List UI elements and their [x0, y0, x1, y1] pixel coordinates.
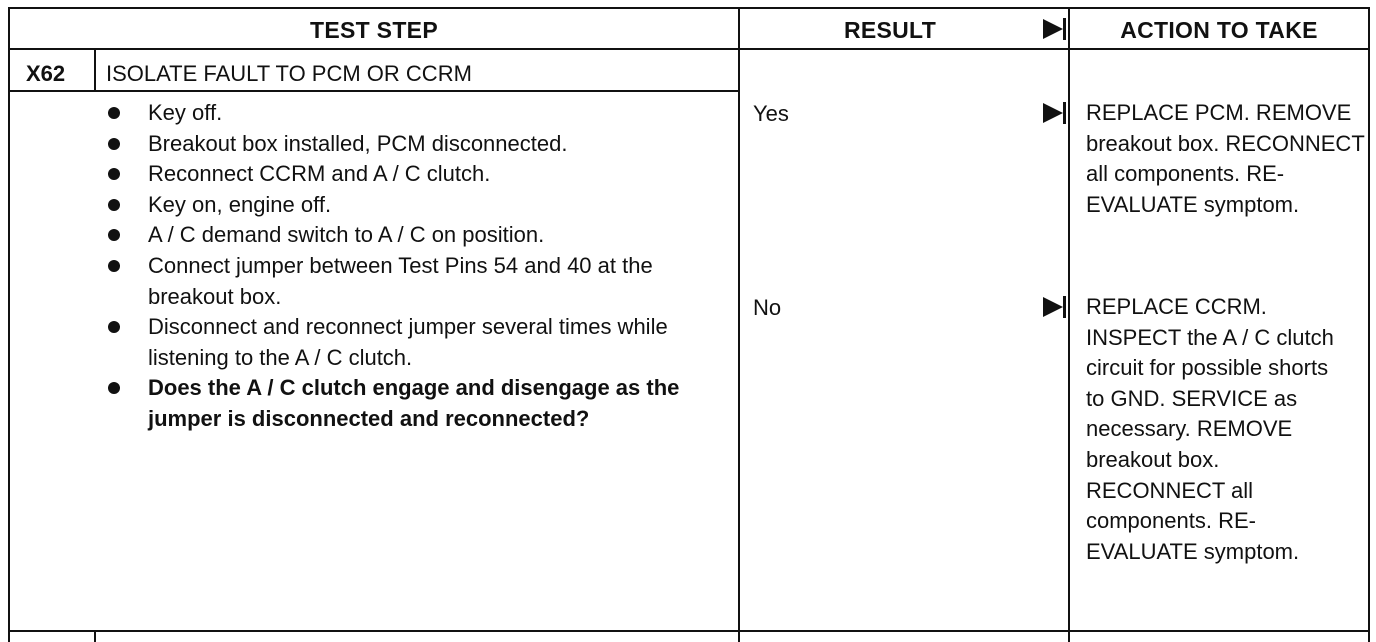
yes-arrow-icon [1043, 103, 1063, 123]
list-item: Breakout box installed, PCM disconnected. [104, 129, 724, 160]
step-id-divider-lower [94, 630, 96, 642]
table-bottom-border [8, 630, 1370, 632]
list-item: Disconnect and reconnect jumper several times while listening to the A / C clutch. [104, 312, 668, 373]
step-id-divider [94, 48, 96, 91]
step-title: ISOLATE FAULT TO PCM OR CCRM [106, 61, 472, 86]
no-arrow-bar-icon [1063, 296, 1066, 318]
table-top-border [8, 7, 1370, 9]
list-item: Key off. [104, 98, 724, 129]
list-item: Key on, engine off. [104, 190, 724, 221]
list-item: Reconnect CCRM and A / C clutch. [104, 159, 724, 190]
test-step-right-border [738, 7, 740, 642]
action-yes: REPLACE PCM. REMOVE breakout box. RECONNECT all components. RE-EVALUATE symptom. [1086, 100, 1365, 217]
header-test-step: TEST STEP [310, 17, 438, 43]
bullet-icon [108, 229, 120, 241]
header-bottom-border [8, 48, 1370, 50]
table-left-border [8, 7, 10, 642]
bullet-icon [108, 168, 120, 180]
bullet-icon [108, 382, 120, 394]
result-right-border [1068, 7, 1070, 642]
list-item: Connect jumper between Test Pins 54 and 40 at the breakout box. [104, 251, 688, 312]
list-item: A / C demand switch to A / C on position. [104, 220, 724, 251]
bullet-icon [108, 260, 120, 272]
step-title-bottom-border [8, 90, 740, 92]
yes-arrow-bar-icon [1063, 102, 1066, 124]
header-arrow-icon [1043, 19, 1063, 39]
header-action-to-take: ACTION TO TAKE [1120, 17, 1318, 43]
bullet-icon [108, 107, 120, 119]
step-id: X62 [26, 61, 66, 86]
bullet-icon [108, 321, 120, 333]
result-no: No [753, 295, 782, 320]
test-step-list [104, 98, 724, 435]
step-question: Does the A / C clutch engage and disengage as the jumper is disconnected and reconnected? [104, 373, 748, 434]
bullet-icon [108, 138, 120, 150]
no-arrow-icon [1043, 297, 1063, 317]
bullet-icon [108, 199, 120, 211]
action-no: REPLACE CCRM. INSPECT the A / C clutch circuit for possible shorts to GND. SERVICE as necessary. REMOVE breakout box. RECONNECT all components. RE-EVALUATE symptom. [1086, 294, 1334, 564]
result-yes: Yes [753, 101, 789, 126]
header-result: RESULT [843, 17, 937, 43]
header-arrow-bar-icon [1063, 18, 1066, 40]
